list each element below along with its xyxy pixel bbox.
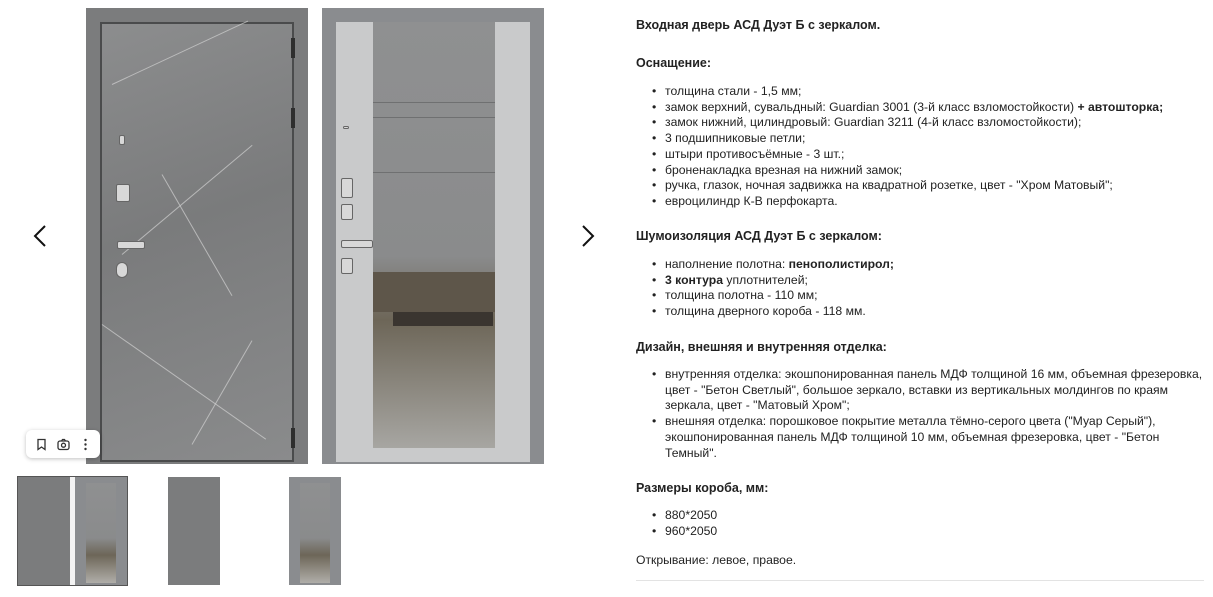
divider [636, 580, 1204, 581]
list-item: • толщина полотна - 110 мм; [636, 288, 894, 304]
list-item: • толщина дверного короба - 118 мм. [636, 304, 894, 320]
bookmark-button[interactable] [31, 434, 51, 454]
door-handle [341, 240, 373, 248]
door-handle [117, 241, 145, 249]
list-item: • наполнение полотна: пенополистирол; [636, 257, 894, 273]
noise-insulation-list [636, 257, 894, 320]
door-mirror [373, 22, 495, 448]
section-heading-equipment: Оснащение: [636, 56, 712, 70]
list-item: • толщина стали - 1,5 мм; [636, 84, 1163, 100]
list-item: • штыри противосъёмные - 3 шт.; [636, 147, 1163, 163]
image-tools-toolbar [26, 430, 100, 458]
section-heading-noise-insulation: Шумоизоляция АСД Дуэт Б с зеркалом: [636, 229, 882, 243]
lower-lock-plate [341, 204, 353, 220]
more-vert-icon [79, 438, 92, 451]
hinge [291, 108, 295, 128]
more-options-button[interactable] [75, 434, 95, 454]
thumbnail-door-outside[interactable] [168, 477, 220, 585]
hinge [291, 38, 295, 58]
section-heading-frame-sizes: Размеры короба, мм: [636, 481, 769, 495]
list-item: • 880*2050 [636, 508, 717, 524]
upper-lock-plate [116, 184, 130, 202]
list-item: • 960*2050 [636, 524, 717, 540]
product-description [636, 0, 1204, 597]
door-inside-view [322, 8, 544, 464]
list-item: • 3 контура уплотнителей; [636, 273, 894, 289]
opening-direction: Открывание: левое, правое. [636, 553, 797, 567]
bookmark-icon [35, 438, 48, 451]
lens-search-button[interactable] [53, 434, 73, 454]
list-item: • ручка, глазок, ночная задвижка на квадратной розетке, цвет - "Хром Матовый"; [636, 178, 1163, 194]
equipment-list [636, 84, 1163, 210]
list-item: • замок верхний, сувальдный: Guardian 3001 (3-й класс взломостойкости) + автошторка; [636, 100, 1163, 116]
frame-sizes-list [636, 508, 717, 539]
next-image-button[interactable] [574, 216, 602, 256]
product-title: Входная дверь АСД Дуэт Б с зеркалом. [636, 18, 881, 32]
hinge [291, 428, 295, 448]
main-product-image[interactable] [86, 8, 544, 464]
lower-lock-plate [116, 262, 128, 278]
design-list [636, 367, 1204, 461]
chevron-right-icon [581, 224, 595, 248]
list-item: • 3 подшипниковые петли; [636, 131, 1163, 147]
lens-search-icon [57, 438, 70, 451]
door-outside-view [86, 8, 308, 464]
upper-lock-plate [341, 178, 353, 198]
thumbnail-door-both-views[interactable] [18, 477, 127, 585]
chevron-left-icon [33, 224, 47, 248]
previous-image-button[interactable] [26, 216, 54, 256]
list-item: • внутренняя отделка: экошпонированная панель МДФ толщиной 16 мм, объемная фрезеровка, цвет - "Бетон Светлый", большое зеркало, вставки из вертикальных молдингов по краям зеркала, цвет - "Матовый Хром"; [636, 367, 1204, 414]
night-latch [119, 135, 125, 145]
section-heading-design: Дизайн, внешняя и внутренняя отделка: [636, 340, 887, 354]
thumbnail-door-inside[interactable] [289, 477, 341, 585]
list-item: • броненакладка врезная на нижний замок; [636, 163, 1163, 179]
list-item: • евроцилиндр К-В перфокарта. [636, 194, 1163, 210]
list-item: • замок нижний, цилиндровый: Guardian 3211 (4-й класс взломостойкости); [636, 115, 1163, 131]
night-latch [343, 126, 349, 129]
list-item: • внешняя отделка: порошковое покрытие металла тёмно-серого цвета ("Муар Серый"), экошпонированная панель МДФ толщиной 10 мм, объемная фрезеровка, цвет - "Бетон Темный". [636, 414, 1204, 461]
cylinder-plate [341, 258, 353, 274]
